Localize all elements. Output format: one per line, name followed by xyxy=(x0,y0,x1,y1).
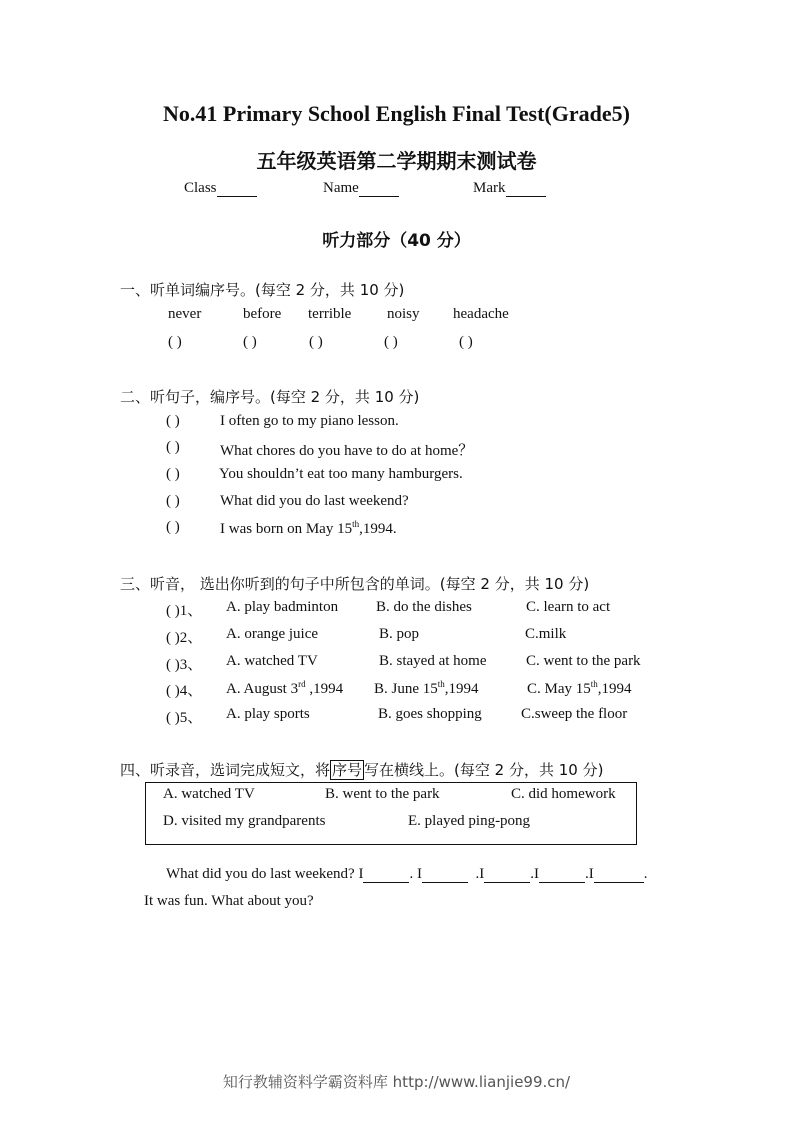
choice-b-tail: ,1994 xyxy=(444,681,479,697)
mark-label: Mark xyxy=(473,180,506,196)
name-label: Name xyxy=(323,180,359,196)
answer-paren: ( ) xyxy=(166,519,180,535)
mark-field xyxy=(473,180,546,197)
class-field xyxy=(184,180,257,197)
sentence-item xyxy=(220,519,397,538)
answer-blank xyxy=(539,868,585,883)
ordinal-suffix: th xyxy=(590,679,598,689)
sentence-item: I often go to my piano lesson. xyxy=(220,413,399,429)
choice-b: B. stayed at home xyxy=(379,653,487,669)
choice-c-text: C. May 15 xyxy=(527,681,591,697)
answer-blank xyxy=(594,868,644,883)
ordinal-suffix: th xyxy=(352,519,360,529)
choice-number: ( )1、 xyxy=(166,603,203,619)
choice-number: ( )2、 xyxy=(166,630,203,646)
boxed-term: 序号 xyxy=(332,761,363,779)
word-item: headache xyxy=(453,306,509,322)
option-item: B. went to the park xyxy=(325,786,440,802)
name-field xyxy=(323,180,399,197)
heading-part: 写在横线上。(每空 2 分，共 10 分) xyxy=(364,761,604,779)
choice-b-text: B. June 15 xyxy=(374,681,438,697)
choice-c: C. learn to act xyxy=(526,599,611,615)
word-item: never xyxy=(168,306,202,322)
ordinal-suffix: th xyxy=(437,679,445,689)
choice-number: ( )5、 xyxy=(166,710,203,726)
heading-part: 四、听录音，选词完成短文，将 xyxy=(120,761,331,779)
listening-part-title: 听力部分（40 分） xyxy=(322,231,471,251)
name-blank xyxy=(359,182,399,197)
choice-a-tail: ,1994 xyxy=(305,681,344,697)
passage-text: I xyxy=(416,866,422,882)
answer-paren: ( ) xyxy=(166,439,180,455)
answer-blank xyxy=(422,868,468,883)
choice-number: ( )4、 xyxy=(166,683,203,699)
choice-c: C.milk xyxy=(525,626,567,642)
answer-blank xyxy=(363,868,409,883)
section2-heading: 二、听句子，编序号。(每空 2 分，共 10 分) xyxy=(120,388,420,406)
word-item: terrible xyxy=(308,306,352,322)
choice-c-tail: ,1994 xyxy=(597,681,632,697)
sentence-item: You shouldn’t eat too many hamburgers. xyxy=(219,466,463,482)
mark-blank xyxy=(506,182,546,197)
answer-blank xyxy=(484,868,530,883)
class-blank xyxy=(217,182,257,197)
passage-text: I xyxy=(479,866,485,882)
sentence-text: I was born on May 15 xyxy=(220,521,353,537)
footer-watermark: 知行教辅资料学霸资料库 http://www.lianjie99.cn/ xyxy=(222,1073,571,1091)
option-item: E. played ping-pong xyxy=(408,813,531,829)
passage-line-2: It was fun. What about you? xyxy=(144,893,314,909)
section3-heading: 三、听音， 选出你听到的句子中所包含的单词。(每空 2 分，共 10 分) xyxy=(120,575,590,593)
choice-a: A. play sports xyxy=(226,706,310,722)
answer-paren: ( ) xyxy=(459,334,473,350)
choice-number: ( )3、 xyxy=(166,657,203,673)
option-item: D. visited my grandparents xyxy=(163,813,326,829)
passage-text: I xyxy=(533,866,539,882)
choice-c xyxy=(527,679,632,698)
sentence-item: What did you do last weekend? xyxy=(220,493,409,509)
choice-c: C.sweep the floor xyxy=(521,706,628,722)
answer-paren: ( ) xyxy=(166,493,180,509)
page-subtitle: 五年级英语第二学期期末测试卷 xyxy=(256,149,537,173)
answer-paren: ( ) xyxy=(243,334,257,350)
choice-b: B. goes shopping xyxy=(378,706,482,722)
passage-text: What did you do last weekend? I xyxy=(166,866,364,882)
answer-paren: ( ) xyxy=(166,466,180,482)
passage-line-1: What did you do last weekend? I . I .I .I .I . xyxy=(166,866,648,882)
section1-heading: 一、听单词编序号。(每空 2 分，共 10 分) xyxy=(120,281,405,299)
choice-b: B. pop xyxy=(379,626,420,642)
answer-paren: ( ) xyxy=(384,334,398,350)
section4-heading xyxy=(120,759,603,780)
word-item: noisy xyxy=(387,306,420,322)
ordinal-suffix: rd xyxy=(298,679,306,689)
choice-a-text: A. August 3 xyxy=(226,681,299,697)
answer-paren: ( ) xyxy=(168,334,182,350)
option-item: C. did homework xyxy=(511,786,616,802)
choice-a: A. orange juice xyxy=(226,626,319,642)
word-item: before xyxy=(243,306,282,322)
choice-b: B. do the dishes xyxy=(376,599,472,615)
choice-a xyxy=(226,679,343,698)
passage-text: I xyxy=(588,866,594,882)
choice-a: A. play badminton xyxy=(226,599,339,615)
choice-a: A. watched TV xyxy=(226,653,318,669)
sentence-tail: ,1994. xyxy=(359,521,397,537)
option-item: A. watched TV xyxy=(163,786,255,802)
choice-c: C. went to the park xyxy=(526,653,641,669)
class-label: Class xyxy=(184,180,217,196)
answer-paren: ( ) xyxy=(166,413,180,429)
answer-paren: ( ) xyxy=(309,334,323,350)
page-title: No.41 Primary School English Final Test(Grade5) xyxy=(163,101,630,126)
choice-b xyxy=(374,679,479,698)
sentence-item: What chores do you have to do at home？ xyxy=(220,443,474,459)
